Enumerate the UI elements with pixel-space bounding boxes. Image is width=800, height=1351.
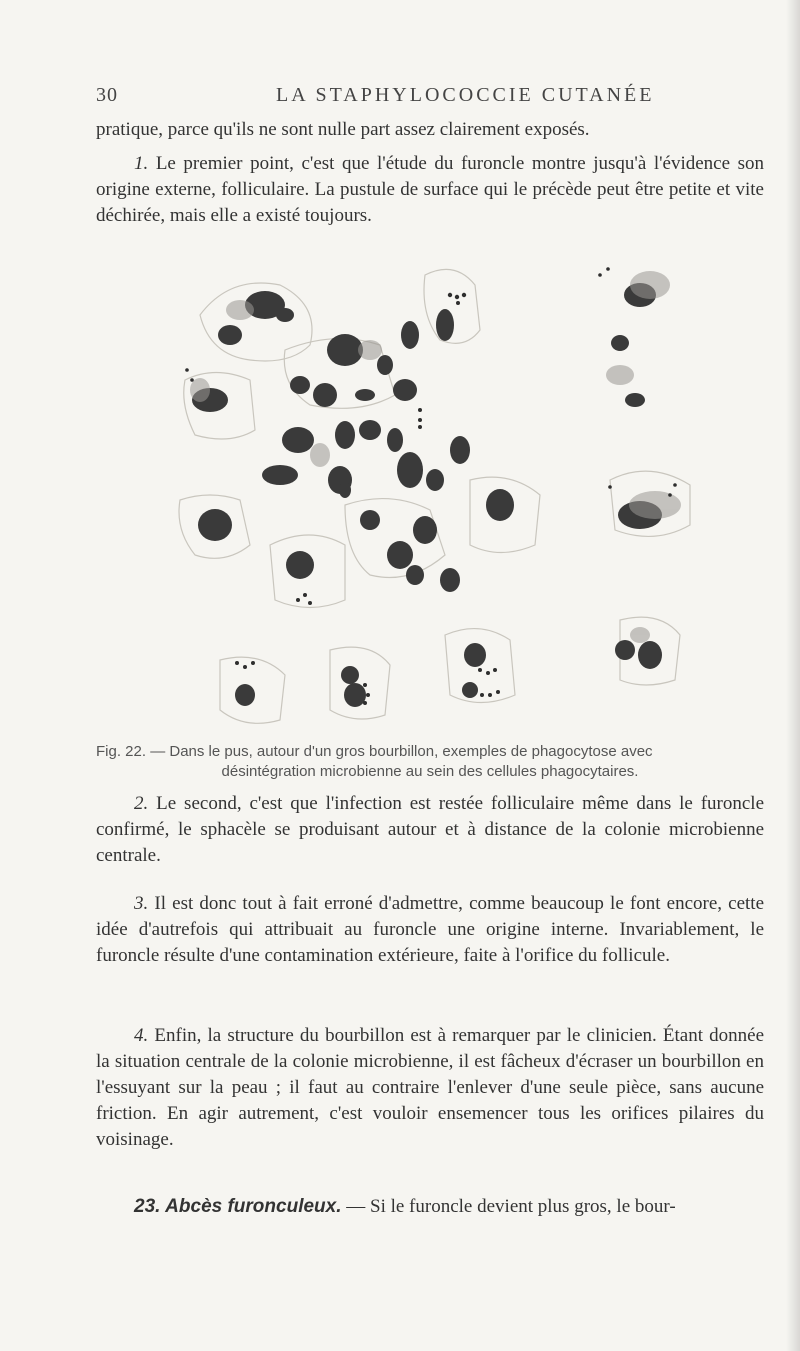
paragraph-text: Le second, c'est que l'infection est restée folliculaire même dans le furoncle confirmé, le sphacèle se produisant autour et à distance de la colonie microbienne centrale. bbox=[96, 793, 765, 866]
paragraph-text: Le premier point, c'est que l'étude du furoncle montre jusqu'à l'évidence son origine externe, folliculaire. La pustule de surface qui le précède peut être petite et vite déchirée, mais elle a existé toujours. bbox=[96, 153, 765, 226]
section-text: — Si le furoncle devient plus gros, le bour- bbox=[346, 1196, 676, 1217]
phagocytosis-cells-illustration bbox=[170, 255, 730, 735]
caption-line-2: désintégration microbienne au sein des cellules phagocytaires. bbox=[221, 763, 639, 780]
paragraph-point-2 bbox=[96, 791, 764, 869]
page-number: 30 bbox=[96, 84, 118, 106]
paragraph-point-4 bbox=[96, 1023, 764, 1153]
point-number: 1. bbox=[134, 153, 149, 174]
caption-line-1: — Dans le pus, autour d'un gros bourbillon, exemples de phagocytose avec bbox=[150, 743, 653, 760]
caption-label: Fig. 22. bbox=[96, 743, 147, 760]
paragraph-point-3 bbox=[96, 891, 764, 969]
point-number: 2. bbox=[134, 793, 149, 814]
page-edge-shadow bbox=[786, 0, 800, 1351]
figure-caption bbox=[96, 742, 764, 782]
section-number: 23. bbox=[134, 1196, 161, 1217]
paragraph-text: Enfin, la structure du bourbillon est à remarquer par le clinicien. Étant donnée la situation centrale de la colonie microbienne, il est fâcheux d'écraser un bourbillon en l'essuyant sur la peau ; il faut au contraire l'enlever d'une seule pièce, sans aucune friction. En agir autrement, c'est vouloir ensemencer tous les orifices pilaires du voisinage. bbox=[96, 1025, 764, 1150]
point-number: 3. bbox=[134, 893, 149, 914]
running-title: LA STAPHYLOCOCCIE CUTANÉE bbox=[276, 84, 655, 106]
paragraph-continuation: pratique, parce qu'ils ne sont nulle part assez clairement exposés. bbox=[96, 119, 590, 140]
section-title: Abcès furonculeux. bbox=[165, 1196, 342, 1217]
paragraph-text: Il est donc tout à fait erroné d'admettre, comme beaucoup le font encore, cette idée d'autrefois qui attribuait au furoncle une origine interne. Invariablement, le furoncle résulte d'une contamination extérieure, faite à l'orifice du follicule. bbox=[96, 893, 765, 966]
paragraph-point-1 bbox=[96, 151, 764, 229]
figure-illustration bbox=[170, 255, 730, 735]
point-number: 4. bbox=[134, 1025, 149, 1046]
section-23 bbox=[96, 1194, 764, 1220]
running-header bbox=[96, 84, 800, 110]
